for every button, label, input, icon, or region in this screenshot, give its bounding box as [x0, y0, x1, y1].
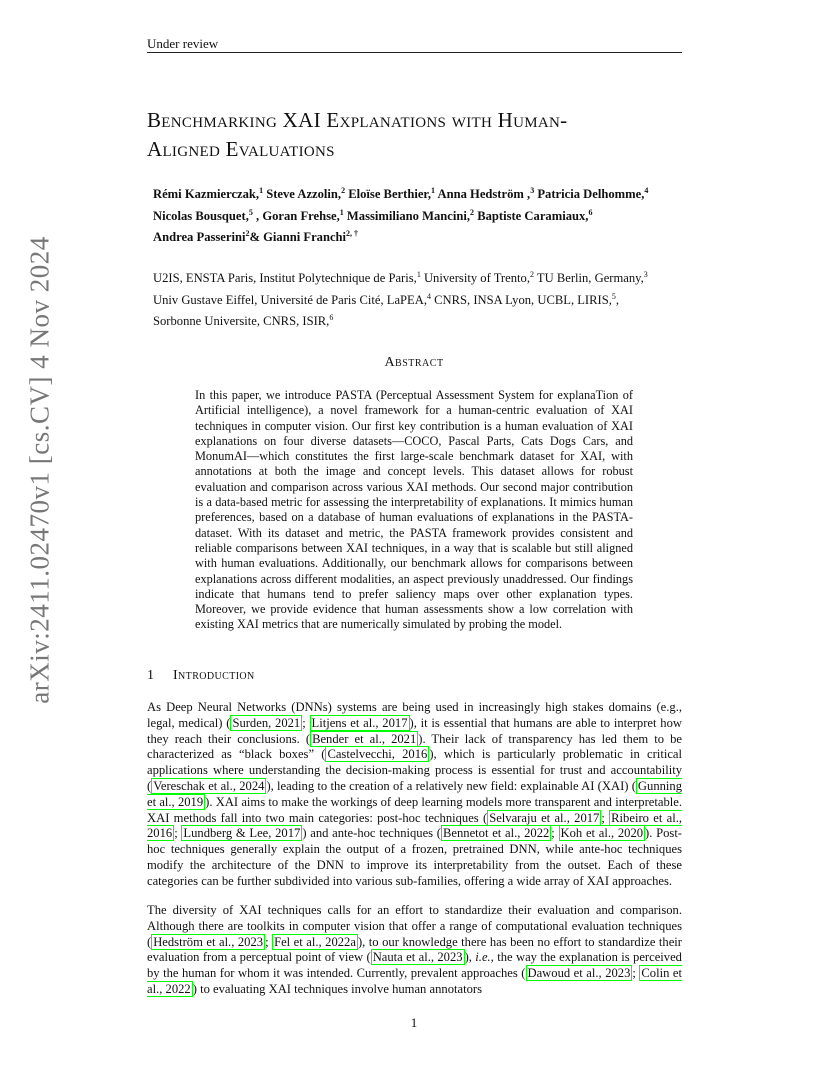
body-text: ) to evaluating XAI techniques involve human annotators: [192, 981, 482, 996]
author: Steve Azzolin,: [263, 187, 342, 202]
affil-mark: 3: [643, 270, 648, 279]
author-affil-mark: 3: [530, 186, 535, 195]
citation-link[interactable]: Selvaraju et al., 2017: [489, 810, 600, 825]
body-text: ;: [174, 826, 182, 841]
body-text: ), which is particularly problematic in critical applications where understanding the decision-making process is essential for trust and accountability (: [147, 747, 683, 793]
affiliation-text: ,: [615, 292, 620, 307]
citation-link[interactable]: Gunning et al., 2019: [147, 778, 682, 809]
citation-link[interactable]: Colin et al., 2022: [147, 966, 683, 996]
author: Rémi Kazmierczak,: [153, 187, 260, 202]
author: Baptiste Caramiaux,: [474, 208, 589, 223]
body-text: ), to our knowledge there has been no effort to standardize their evaluation from a perceptual point of view (: [147, 934, 682, 965]
citation-link[interactable]: Vereschak et al., 2024: [153, 778, 265, 793]
affiliation-text: University of Trento,: [420, 271, 530, 286]
body-text: ;: [302, 715, 310, 730]
section-number: 1: [147, 668, 155, 683]
author: Eloïse Berthier,: [345, 187, 432, 202]
body-text: the way the explanation is perceived by the human for whom it was intended. Currently, prevalent approaches (: [147, 950, 682, 981]
header-rule: [147, 52, 682, 53]
affiliation-text: Univ Gustave Eiffel, Université de Paris Cité, LaPEA,: [153, 292, 427, 307]
running-header: Under review: [147, 36, 219, 51]
citation-link[interactable]: Litjens et al., 2017: [311, 715, 408, 730]
author-affil-mark: 2, †: [346, 229, 359, 239]
affil-mark: 5: [611, 291, 616, 301]
intro-paragraph-1: [147, 700, 682, 890]
citation-link[interactable]: Hedström et al., 2023: [153, 934, 264, 949]
citation-link[interactable]: Koh et al., 2020: [560, 826, 644, 841]
body-text: The diversity of XAI techniques calls for an effort to standardize their evaluation and comparison. Although there are toolkits in computer vision that offer a range of computational evaluation techniques (: [147, 903, 682, 949]
citation-link[interactable]: Nauta et al., 2023: [372, 950, 463, 965]
affil-mark: 6: [329, 313, 334, 323]
body-text: ) and ante-hoc techniques (: [302, 826, 441, 841]
page-number: 1: [410, 1015, 418, 1030]
citation-link[interactable]: Bender et al., 2021: [312, 731, 417, 746]
body-text: ), leading to the creation of a relatively new field: explainable AI (XAI) (: [266, 778, 636, 793]
citation-link[interactable]: Lundberg & Lee, 2017: [183, 826, 301, 841]
body-text: ). XAI aims to make the workings of deep learning models more transparent and interpretable. XAI methods fall into two main categories: post-hoc techniques (: [147, 794, 682, 825]
abstract-body: In this paper, we introduce PASTA (Perceptual Assessment System for explanaTion of Artificial intelligence), a novel framework for a human-centric evaluation of XAI techniques in computer vision. Our first key contribution is a human evaluation of XAI explanations on four diverse datasets—COCO, Pascal Parts, Cats Dogs Cars, and MonumAI—which constitutes the first large-scale benchmark dataset for XAI, with annotations at both the image and concept levels. This dataset allows for robust evaluation and comparison across various XAI methods. Our second major contribution is a data-based metric for assessing the interpretability of explanations. It mimics human preferences, based on a database of human evaluations of explanations in the PASTA-dataset. With its dataset and metric, the PASTA framework provides consistent and reliable comparisons between XAI techniques, in a way that is scalable but still aligned with human evaluations. Additionally, our benchmark allows for comparisons between explanations across different modalities, an aspect previously unaddressed. Our findings indicate that humans tend to prefer saliency maps over other explanation types. Moreover, we provide evidence that human assessments show a low correlation with existing XAI metrics that are numerically simulated by probing the model.: [195, 388, 633, 632]
body-text: ),: [464, 950, 476, 965]
author-affil-mark: 5: [248, 207, 253, 217]
intro-paragraph-2: [147, 903, 682, 998]
author-affil-mark: 1: [431, 186, 436, 195]
author: Nicolas Bousquet,: [153, 208, 249, 223]
citation-link[interactable]: Surden, 2021: [232, 715, 301, 730]
author: Anna Hedström ,: [435, 187, 531, 202]
body-text: As Deep Neural Networks (DNNs) systems are being used in increasingly high stakes domains (e.g., legal, medical) (: [147, 700, 682, 730]
citation-link[interactable]: Castelvecchi, 2016: [327, 747, 428, 762]
body-text: ;: [632, 966, 640, 981]
body-text: ;: [265, 934, 273, 949]
body-text-italic: i.e.,: [475, 950, 494, 965]
author-affil-mark: 6: [588, 207, 593, 217]
author: , Goran Frehse,: [252, 208, 340, 223]
abstract-heading: Abstract: [384, 355, 444, 370]
author: Massimiliano Mancini,: [343, 208, 471, 223]
author-affil-mark: 2: [341, 186, 346, 195]
author-list: [153, 182, 713, 247]
affil-mark: 1: [416, 270, 421, 279]
arxiv-stamp: arXiv:2411.02470v1 [cs.CV] 4 Nov 2024: [24, 236, 55, 704]
citation-link[interactable]: Fel et al., 2022a: [274, 934, 356, 949]
body-text: ), it is essential that humans are able to interpret how they reach their conclusions. (: [147, 715, 682, 746]
affil-mark: 2: [529, 270, 534, 279]
affiliation-text: TU Berlin, Germany,: [533, 271, 644, 286]
body-text: ;: [551, 826, 559, 841]
citation-link[interactable]: Dawoud et al., 2023: [527, 966, 631, 981]
affil-mark: 4: [426, 291, 431, 301]
body-text: ;: [601, 810, 610, 825]
author-affil-mark: 1: [259, 186, 264, 195]
affiliation-text: U2IS, ENSTA Paris, Institut Polytechnique de Paris,: [153, 271, 417, 286]
section-heading: [147, 668, 255, 684]
citation-link[interactable]: Bennetot et al., 2022: [443, 826, 550, 841]
author: Andrea Passerini: [153, 230, 246, 245]
title-line-2: Aligned Evaluations: [147, 137, 335, 161]
affiliations: [153, 266, 713, 331]
author-affil-mark: 2: [245, 229, 250, 239]
body-text: ). Their lack of transparency has led them to be characterized as “black boxes” (: [147, 731, 682, 762]
author: & Gianni Franchi: [249, 230, 347, 245]
section-title: Introduction: [173, 668, 255, 683]
author-affil-mark: 1: [339, 207, 344, 217]
author-affil-mark: 2: [470, 207, 475, 217]
author-affil-mark: 4: [644, 186, 649, 195]
paper-title: [147, 106, 707, 164]
affiliation-text: Sorbonne Universite, CNRS, ISIR,: [153, 314, 330, 329]
affiliation-text: CNRS, INSA Lyon, UCBL, LIRIS,: [430, 292, 612, 307]
citation-link[interactable]: Ribeiro et al., 2016: [147, 810, 683, 841]
body-text: ). Post-hoc techniques generally explain the output of a frozen, pretrained DNN, while ante-hoc techniques modify the architecture of the DNN to improve its interpretability from the outset. Each of these categories can be further subdivided into various sub-families, offering a wide array of XAI approaches.: [147, 826, 683, 888]
author: Patricia Delhomme,: [534, 187, 645, 202]
title-line-1: Benchmarking XAI Explanations with Human-: [147, 108, 568, 132]
